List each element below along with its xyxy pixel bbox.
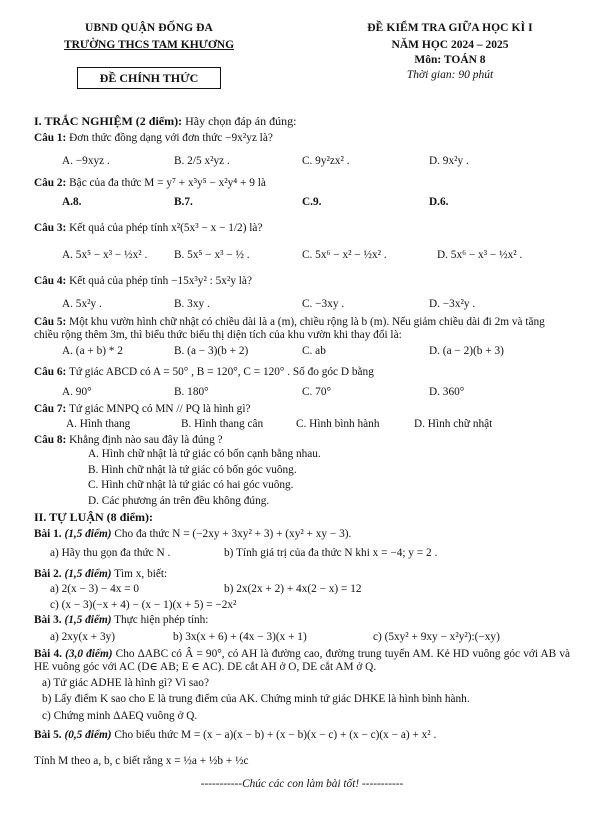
q2-options [34, 196, 570, 210]
question-2 [34, 177, 570, 191]
q8-option-c[interactable]: C. Hình chữ nhật là tứ giác có hai góc vuông. [88, 479, 294, 492]
q5-options [34, 345, 570, 359]
exercise-5 [34, 729, 570, 743]
q2-option-d[interactable]: D.6. [429, 196, 449, 209]
q6-options [34, 386, 570, 400]
exercise-3 [34, 614, 570, 628]
ex4-points: (3,0 điểm) [61, 647, 113, 660]
q8-option-d[interactable]: D. Các phương án trên đều không đúng. [88, 494, 270, 507]
q7-option-d[interactable]: D. Hình chữ nhật [414, 418, 493, 431]
question-3 [34, 222, 570, 236]
q4-option-a[interactable]: A. 5x²y . [62, 298, 102, 311]
ex1-parts [34, 547, 570, 561]
q8-option-b[interactable]: B. Hình chữ nhật là tứ giác có bốn góc vuông. [88, 463, 297, 476]
q3-option-d[interactable]: D. 5x⁶ − x³ − ½x² . [437, 249, 523, 262]
q3-options [34, 249, 570, 263]
q7-text: Tứ giác MNPQ có MN // PQ là hình gì? [66, 402, 251, 415]
q4-option-d[interactable]: D. −3x²y . [429, 298, 476, 311]
q6-option-c[interactable]: C. 70° [302, 385, 331, 398]
exam-header [34, 22, 570, 114]
question-1 [34, 132, 570, 146]
ex2-text: Tìm x, biết: [111, 567, 168, 580]
q4-text: Kết quả của phép tính −15x³y² : 5x²y là? [66, 274, 252, 287]
q5-text: Một khu vườn hình chữ nhật có chiều dài là a (m), chiều rộng là b (m). Nếu giảm chiều dài đi 2m và tăng chiều rộng thêm 3m, thì biểu thức biểu thị diện tích của khu vườn khi thay đổi là: [34, 315, 545, 342]
ex1-text: Cho đa thức N = (−2xy + 3xy² + 3) + (xy² + xy − 3). [111, 527, 352, 540]
q7-label: Câu 7: [34, 402, 67, 415]
school-year: NĂM HỌC 2024 – 2025 [391, 38, 509, 51]
ex3-points: (1,5 điểm) [61, 614, 112, 627]
ex1-points: (1,5 điểm) [61, 527, 112, 540]
ex3-part-b: b) 3x(x + 6) + (4x − 3)(x + 1) [173, 631, 307, 643]
q8-text: Khẳng định nào sau đây là đúng ? [66, 433, 223, 446]
q3-text: Kết quả của phép tính x²(5x³ − x − 1/2) là? [66, 221, 263, 234]
q5-option-d[interactable]: D. (a − 2)(b + 3) [429, 344, 504, 357]
q3-label: Câu 3: [34, 221, 67, 234]
ex4-parts [34, 677, 570, 724]
q5-label: Câu 5: [34, 315, 67, 328]
ex3-part-c: c) (5xy² + 9xy − x²y²):(−xy) [373, 631, 500, 643]
question-7 [34, 403, 570, 417]
ex3-label: Bài 3. [34, 614, 62, 627]
q1-label: Câu 1: [34, 132, 67, 145]
q8-options [34, 448, 570, 508]
ex2-row-1 [34, 583, 570, 597]
q1-option-c[interactable]: C. 9y²zx² . [302, 154, 350, 167]
ex4-text: Cho ΔABC có Â = 90°, có AH là đường cao, đường trung tuyến AM. Kẻ HD vuông góc với AB và HE vuông góc với AC (D∈ AB; E ∈ AC). DE cắt AH ở O, DE cắt AM ở Q. [34, 647, 570, 674]
question-6 [34, 366, 570, 380]
subject: Môn: TOÁN 8 [414, 53, 486, 66]
school-block [34, 22, 264, 114]
ex4-part-a: a) Tứ giác ADHE là hình gì? Vì sao? [42, 676, 209, 689]
q5-option-c[interactable]: C. ab [302, 344, 326, 357]
q2-option-b[interactable]: B.7. [174, 196, 193, 209]
ex1-part-b: b) Tính giá trị của đa thức N khi x = −4; y = 2 . [224, 547, 438, 560]
part1-heading [34, 114, 570, 128]
q4-options [34, 298, 570, 312]
q8-label: Câu 8: [34, 433, 67, 446]
q6-text: Tứ giác ABCD có A = 50° , B = 120°, C = 120° . Số đo góc D bằng [66, 366, 374, 379]
q7-option-c[interactable]: C. Hình bình hành [296, 418, 380, 431]
ex3-text: Thực hiện phép tính: [111, 614, 209, 627]
question-5 [34, 316, 570, 343]
q6-option-d[interactable]: D. 360° [429, 385, 465, 398]
part2-heading: II. TỰ LUẬN (8 điểm): [34, 510, 153, 525]
q1-text: Đơn thức đồng dạng với đơn thức −9x²yz là? [66, 132, 273, 145]
ex4-part-c: c) Chứng minh ΔAEQ vuông ở Q. [42, 709, 198, 722]
q7-option-a[interactable]: A. Hình thang [66, 418, 131, 431]
q2-option-a[interactable]: A.8. [62, 196, 82, 209]
q3-option-a[interactable]: A. 5x⁵ − x³ − ½x² . [62, 249, 148, 262]
part1-title: I. TRẮC NGHIỆM (2 điểm): [34, 114, 183, 128]
district-name: UBND QUẬN ĐỐNG ĐA [85, 22, 213, 34]
q2-text: Bậc của đa thức M = y⁷ + x³y⁵ − x²y⁴ + 9 là [66, 177, 266, 190]
q2-option-c[interactable]: C.9. [302, 196, 322, 209]
ex2-part-b: b) 2x(2x + 2) + 4x(2 − x) = 12 [224, 583, 362, 596]
ex3-parts [34, 631, 570, 645]
ex4-part-b: b) Lấy điểm K sao cho E là trung điểm của AK. Chứng minh tứ giác DHKE là hình bình hành. [42, 693, 470, 706]
closing-message: -----------Chúc các con làm bài tốt! ----------- [200, 778, 404, 791]
ex2-label: Bài 2. [34, 567, 62, 580]
ex1-label: Bài 1. [34, 527, 62, 540]
q1-option-a[interactable]: A. −9xyz . [62, 154, 110, 167]
q6-option-a[interactable]: A. 90° [62, 385, 92, 398]
duration: Thời gian: 90 phút [406, 69, 494, 82]
part1-instruction: Hãy chọn đáp án đúng: [182, 114, 297, 128]
q1-option-b[interactable]: B. 2/5 x²yz . [174, 154, 230, 167]
ex5-text: Cho biểu thức M = (x − a)(x − b) + (x − b)(x − c) + (x − c)(x − a) + x² . [111, 729, 437, 742]
question-4 [34, 275, 570, 289]
ex1-part-a: a) Hãy thu gọn đa thức N . [50, 547, 171, 560]
q3-option-b[interactable]: B. 5x⁵ − x³ − ½ . [174, 249, 250, 262]
q1-option-d[interactable]: D. 9x²y . [429, 154, 469, 167]
exercise-2 [34, 568, 570, 582]
school-name: TRƯỜNG THCS TAM KHƯƠNG [63, 38, 235, 51]
q5-option-a[interactable]: A. (a + b) * 2 [62, 344, 123, 357]
exam-title: ĐỀ KIỂM TRA GIỮA HỌC KÌ I [367, 22, 533, 34]
exercise-1 [34, 528, 570, 542]
q7-options [34, 418, 570, 432]
q4-option-c[interactable]: C. −3xy . [302, 298, 345, 311]
exam-info-block [330, 22, 570, 114]
ex4-label: Bài 4. [34, 647, 62, 660]
q4-option-b[interactable]: B. 3xy . [174, 298, 210, 311]
ex5-condition: Tính M theo a, b, c biết rằng x = ½a + ½b + ½c [34, 754, 249, 767]
q8-option-a[interactable]: A. Hình chữ nhật là tứ giác có bốn cạnh bằng nhau. [88, 448, 321, 461]
ex5-label: Bài 5. [34, 729, 62, 742]
official-stamp: ĐỀ CHÍNH THỨC [77, 67, 222, 89]
q4-label: Câu 4: [34, 274, 67, 287]
ex2-part-a: a) 2(x − 3) − 4x = 0 [50, 583, 140, 596]
q6-label: Câu 6: [34, 366, 67, 379]
ex2-points: (1,5 điểm) [61, 567, 112, 580]
question-8 [34, 434, 570, 448]
q2-label: Câu 2: [34, 177, 67, 190]
q7-option-b[interactable]: B. Hình thang cân [181, 418, 264, 431]
ex3-part-a: a) 2xy(x + 3y) [50, 631, 116, 643]
ex5-points: (0,5 điểm) [61, 729, 112, 742]
exercise-4 [34, 648, 570, 675]
q3-option-c[interactable]: C. 5x⁶ − x² − ½x² . [302, 249, 387, 262]
q5-option-b[interactable]: B. (a − 3)(b + 2) [174, 344, 249, 357]
q6-option-b[interactable]: B. 180° [174, 385, 209, 398]
ex2-part-c: c) (x − 3)(−x + 4) − (x − 1)(x + 5) = −2x² [50, 598, 237, 611]
q1-options [34, 155, 570, 169]
